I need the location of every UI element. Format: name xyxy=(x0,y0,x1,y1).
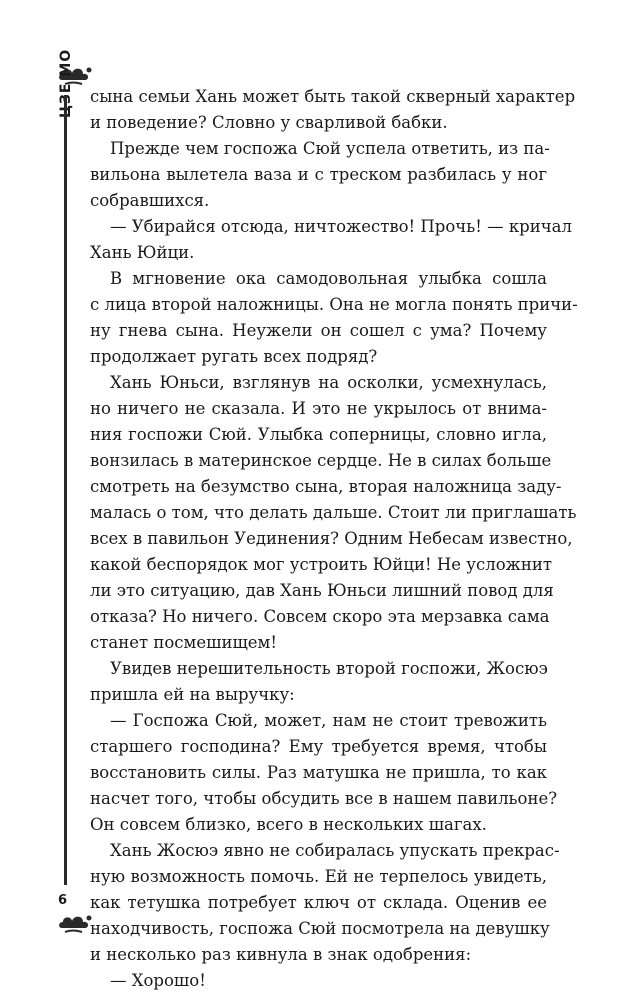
text-line: сына семьи Хань может быть такой скверный характер xyxy=(90,87,576,106)
text-line: старшего господина? Ему требуется время, чтобы xyxy=(90,737,547,756)
text-line: с лица второй наложницы. Она не могла понять причи- xyxy=(90,295,578,314)
text-line: — Убирайся отсюда, ничтожество! Прочь! — кричал xyxy=(110,217,572,236)
text-line: — Хорошо! xyxy=(110,971,206,990)
running-head: ЦЗЕ МО xyxy=(58,48,74,118)
text-line: какой беспорядок мог устроить Юйци! Не усложнит xyxy=(90,555,552,574)
text-line: Увидев нерешительность второй госпожи, Жосюэ xyxy=(110,659,548,678)
text-line: ния госпожи Сюй. Улыбка соперницы, словно игла, xyxy=(90,425,547,444)
text-line: продолжает ругать всех подряд? xyxy=(90,347,378,366)
text-line: Хань Жосюэ явно не собиралась упускать прекрас- xyxy=(110,841,560,860)
text-line: малась о том, что делать дальше. Стоит ли приглашать xyxy=(90,503,577,522)
text-line: вонзилась в материнское сердце. Не в силах больше xyxy=(90,451,552,470)
text-line: ли это ситуацию, дав Хань Юньси лишний повод для xyxy=(90,581,554,600)
text-line: насчет того, чтобы обсудить все в нашем павильоне? xyxy=(90,789,558,808)
text-line: В мгновение ока самодовольная улыбка сошла xyxy=(110,269,547,288)
text-line: — Госпожа Сюй, может, нам не стоит тревожить xyxy=(110,711,547,730)
page-number: 6 xyxy=(58,893,68,908)
margin-rule xyxy=(64,95,67,885)
text-line: и поведение? Словно у сварливой бабки. xyxy=(90,113,448,132)
text-line: собравшихся. xyxy=(90,191,210,210)
text-line: Хань Юньси, взглянув на осколки, усмехнулась, xyxy=(110,373,547,392)
text-line: смотреть на безумство сына, вторая наложница заду- xyxy=(90,477,562,496)
text-line: Хань Юйци. xyxy=(90,243,195,262)
text-line: восстановить силы. Раз матушка не пришла, то как xyxy=(90,763,547,782)
text-line: станет посмешищем! xyxy=(90,633,278,652)
text-line: Он совсем близко, всего в нескольких шагах. xyxy=(90,815,487,834)
text-line: как тетушка потребует ключ от склада. Оценив ее xyxy=(90,893,547,912)
text-line: пришла ей на выручку: xyxy=(90,685,295,704)
text-line: Прежде чем госпожа Сюй успела ответить, из па- xyxy=(110,139,550,158)
text-line: но ничего не сказала. И это не укрылось от внима- xyxy=(90,399,547,418)
page-text xyxy=(90,84,578,994)
text-line: отказа? Но ничего. Совсем скоро эта мерзавка сама xyxy=(90,607,550,626)
text-line: ну гнева сына. Неужели он сошел с ума? Почему xyxy=(90,321,547,340)
text-line: и несколько раз кивнула в знак одобрения: xyxy=(90,945,472,964)
text-line: вильона вылетела ваза и с треском разбилась у ног xyxy=(90,165,547,184)
text-line: ную возможность помочь. Ей не терпелось увидеть, xyxy=(90,867,547,886)
text-line: находчивость, госпожа Сюй посмотрела на девушку xyxy=(90,919,550,938)
text-line: всех в павильон Уединения? Одним Небесам известно, xyxy=(90,529,573,548)
